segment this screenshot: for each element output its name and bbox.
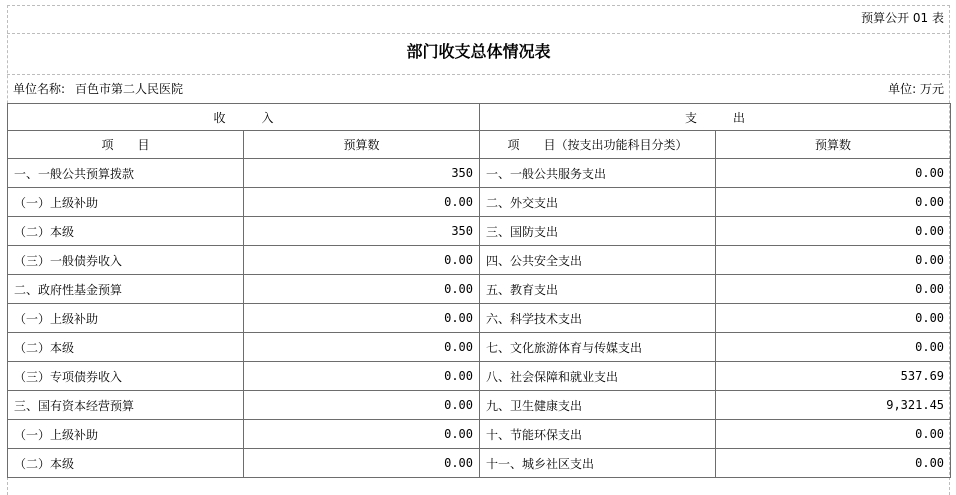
income-budget-header: 预算数 (244, 131, 480, 159)
income-value-cell: 0.00 (244, 333, 480, 362)
expense-value-cell: 9,321.45 (716, 391, 951, 420)
title-divider (7, 74, 950, 75)
income-value-cell: 0.00 (244, 188, 480, 217)
unit-name-label: 单位名称: (13, 82, 66, 96)
page-title: 部门收支总体情况表 (406, 42, 551, 61)
unit-name-value: 百色市第二人民医院 (75, 82, 184, 96)
expense-item-cell: 九、卫生健康支出 (480, 391, 716, 420)
section-header-row (8, 104, 951, 131)
income-item-cell: （一）上级补助 (8, 420, 244, 449)
income-item-cell: 三、国有资本经营预算 (8, 391, 244, 420)
income-value-cell: 0.00 (244, 449, 480, 478)
expense-item-cell: 八、社会保障和就业支出 (480, 362, 716, 391)
income-item-cell: （二）本级 (8, 333, 244, 362)
sheet-top-border (7, 5, 950, 6)
income-item-cell: （二）本级 (8, 449, 244, 478)
income-item-cell: 二、政府性基金预算 (8, 275, 244, 304)
currency-unit: 单位: 万元 (888, 82, 944, 96)
table-row (8, 275, 951, 304)
table-row (8, 362, 951, 391)
form-number-divider (7, 33, 950, 34)
expense-value-cell: 0.00 (716, 420, 951, 449)
income-item-cell: （一）上级补助 (8, 188, 244, 217)
table-row (8, 188, 951, 217)
income-value-cell: 0.00 (244, 362, 480, 391)
income-item-cell: 一、一般公共预算拨款 (8, 159, 244, 188)
budget-table (7, 103, 951, 478)
expense-item-cell: 七、文化旅游体育与传媒支出 (480, 333, 716, 362)
form-number: 预算公开 01 表 (861, 11, 944, 25)
table-row (8, 333, 951, 362)
income-value-cell: 0.00 (244, 420, 480, 449)
expense-item-cell: 十、节能环保支出 (480, 420, 716, 449)
expense-section-header: 支 出 (480, 104, 951, 131)
table-row (8, 246, 951, 275)
expense-item-header: 项 目（按支出功能科目分类） (480, 131, 716, 159)
income-item-cell: （二）本级 (8, 217, 244, 246)
income-value-cell: 0.00 (244, 304, 480, 333)
table-row (8, 159, 951, 188)
expense-value-cell: 537.69 (716, 362, 951, 391)
expense-item-cell: 二、外交支出 (480, 188, 716, 217)
expense-item-cell: 一、一般公共服务支出 (480, 159, 716, 188)
income-item-header: 项 目 (8, 131, 244, 159)
expense-value-cell: 0.00 (716, 449, 951, 478)
unit-name-row (13, 82, 183, 96)
income-value-cell: 350 (244, 159, 480, 188)
table-row (8, 420, 951, 449)
table-row (8, 449, 951, 478)
expense-budget-header: 预算数 (716, 131, 951, 159)
expense-item-cell: 十一、城乡社区支出 (480, 449, 716, 478)
income-value-cell: 350 (244, 217, 480, 246)
income-item-cell: （三）专项债券收入 (8, 362, 244, 391)
income-item-cell: （三）一般债券收入 (8, 246, 244, 275)
expense-item-cell: 三、国防支出 (480, 217, 716, 246)
income-value-cell: 0.00 (244, 391, 480, 420)
expense-value-cell: 0.00 (716, 188, 951, 217)
expense-item-cell: 四、公共安全支出 (480, 246, 716, 275)
income-section-header: 收 入 (8, 104, 480, 131)
income-value-cell: 0.00 (244, 275, 480, 304)
column-header-row (8, 131, 951, 159)
table-row (8, 217, 951, 246)
table-row (8, 391, 951, 420)
expense-item-cell: 六、科学技术支出 (480, 304, 716, 333)
expense-value-cell: 0.00 (716, 246, 951, 275)
expense-value-cell: 0.00 (716, 217, 951, 246)
expense-value-cell: 0.00 (716, 304, 951, 333)
table-row (8, 304, 951, 333)
income-item-cell: （一）上级补助 (8, 304, 244, 333)
expense-value-cell: 0.00 (716, 159, 951, 188)
expense-value-cell: 0.00 (716, 333, 951, 362)
expense-value-cell: 0.00 (716, 275, 951, 304)
expense-item-cell: 五、教育支出 (480, 275, 716, 304)
income-value-cell: 0.00 (244, 246, 480, 275)
